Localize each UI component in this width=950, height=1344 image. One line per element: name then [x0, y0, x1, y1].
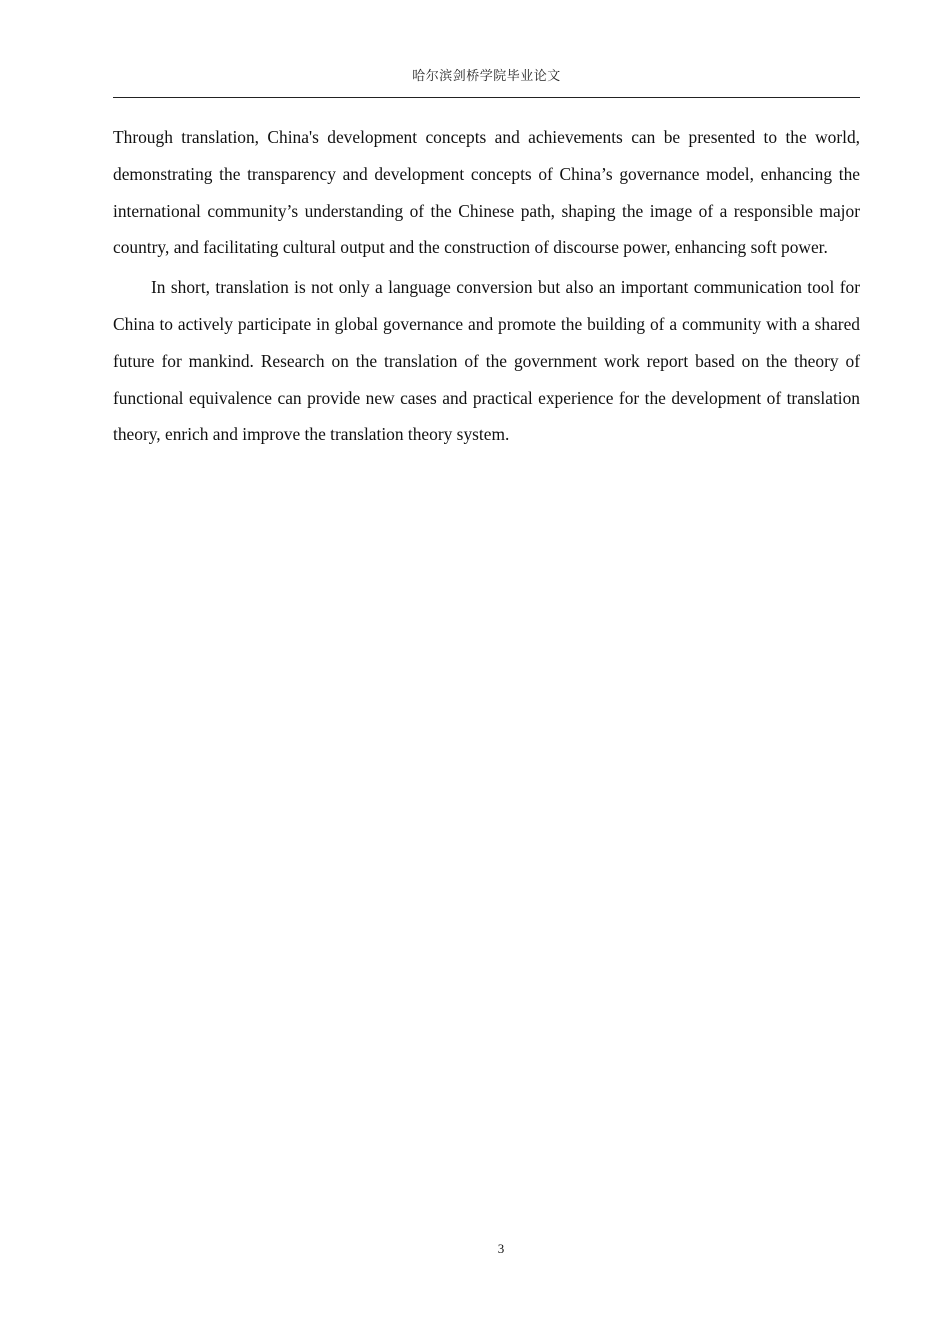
body-text — [113, 119, 860, 453]
paragraph-conclusion: In short, translation is not only a language conversion but also an important communication tool for China to actively participate in global governance and promote the building of a community with a shared future for mankind. Research on the translation of the government work report based on the theory of functional equivalence can provide new cases and practical experience for the development of translation theory, enrich and improve the translation theory system. — [113, 277, 860, 445]
header-rule — [113, 97, 860, 98]
page-number: 3 — [497, 1241, 505, 1256]
paragraph-continuation: Through translation, China's development concepts and achievements can be presented to the world, demonstrating the transparency and development concepts of China’s governance model, enhancing the international community’s understanding of the Chinese path, shaping the image of a responsible major country, and facilitating cultural output and the construction of discourse power, enhancing soft power. — [113, 127, 860, 258]
page-header: 哈尔滨剑桥学院毕业论文 — [412, 68, 561, 83]
